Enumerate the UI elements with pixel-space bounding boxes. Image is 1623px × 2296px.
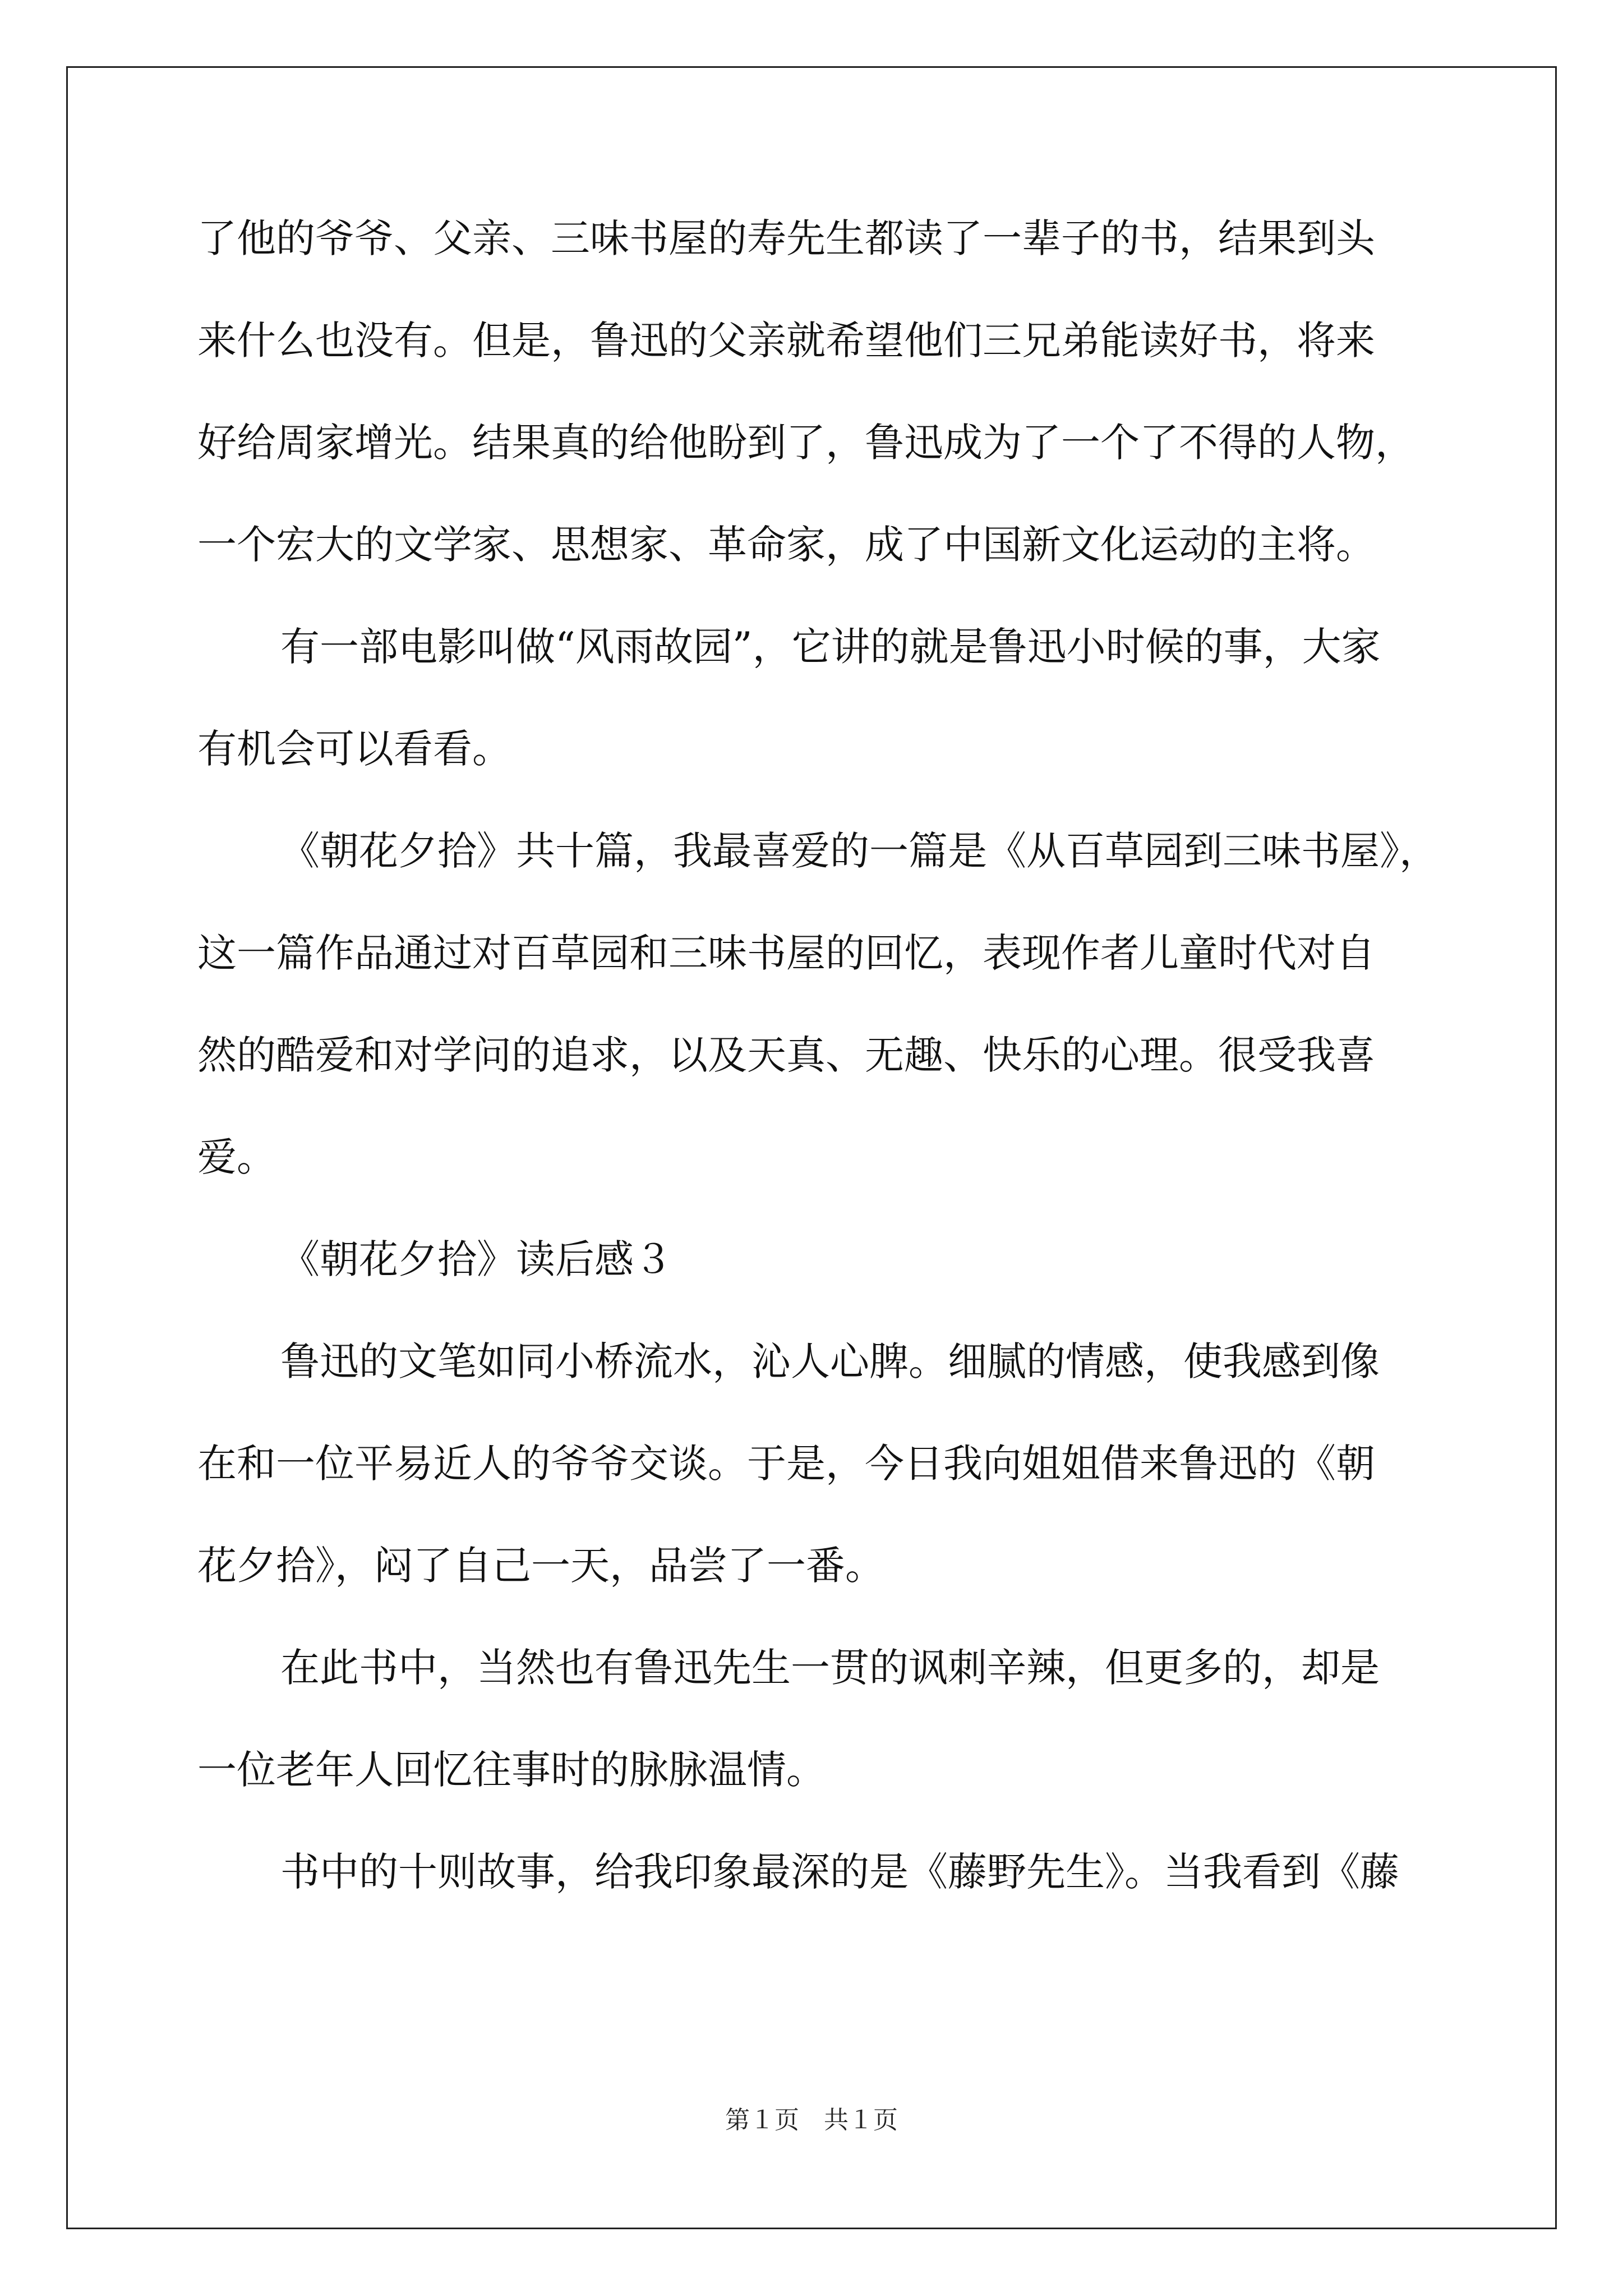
text-line: 书中的十则故事，给我印象最深的是《藤野先生》。当我看到《藤 bbox=[280, 1849, 1399, 1895]
text-line: 这一篇作品通过对百草园和三味书屋的回忆，表现作者儿童时代对自 bbox=[197, 930, 1375, 976]
text-line: 来什么也没有。但是，鲁迅的父亲就希望他们三兄弟能读好书，将来 bbox=[197, 318, 1375, 364]
text-line: 爱。 bbox=[197, 1134, 276, 1180]
text-line: 花夕拾》，闷了自己一天，品尝了一番。 bbox=[197, 1543, 884, 1589]
section-heading: 《朝花夕拾》读后感３ bbox=[280, 1236, 673, 1282]
text-line: 一位老年人回忆往事时的脉脉温情。 bbox=[197, 1747, 826, 1793]
text-line: 有一部电影叫做“风雨故园”，它讲的就是鲁迅小时候的事，大家 bbox=[280, 624, 1381, 670]
text-line: 在和一位平易近人的爷爷交谈。于是，今日我向姐姐借来鲁迅的《朝 bbox=[197, 1441, 1375, 1487]
text-line: 好给周家增光。结果真的给他盼到了，鲁迅成为了一个了不得的人物， bbox=[197, 420, 1414, 466]
text-line: 在此书中，当然也有鲁迅先生一贯的讽刺辛辣，但更多的，却是 bbox=[280, 1645, 1380, 1691]
text-line: 了他的爷爷、父亲、三味书屋的寿先生都读了一辈子的书，结果到头 bbox=[197, 215, 1375, 261]
page-number-footer: 第１页 共１页 bbox=[725, 2106, 898, 2134]
page-border bbox=[66, 66, 1557, 2229]
text-line: 有机会可以看看。 bbox=[197, 726, 511, 772]
text-line: 然的酷爱和对学问的追求，以及天真、无趣、快乐的心理。很受我喜 bbox=[197, 1032, 1375, 1078]
text-line: 一个宏大的文学家、思想家、革命家，成了中国新文化运动的主将。 bbox=[197, 522, 1375, 568]
text-line: 鲁迅的文笔如同小桥流水，沁人心脾。细腻的情感，使我感到像 bbox=[280, 1338, 1380, 1384]
text-line: 《朝花夕拾》共十篇，我最喜爱的一篇是《从百草园到三味书屋》， bbox=[280, 828, 1438, 874]
